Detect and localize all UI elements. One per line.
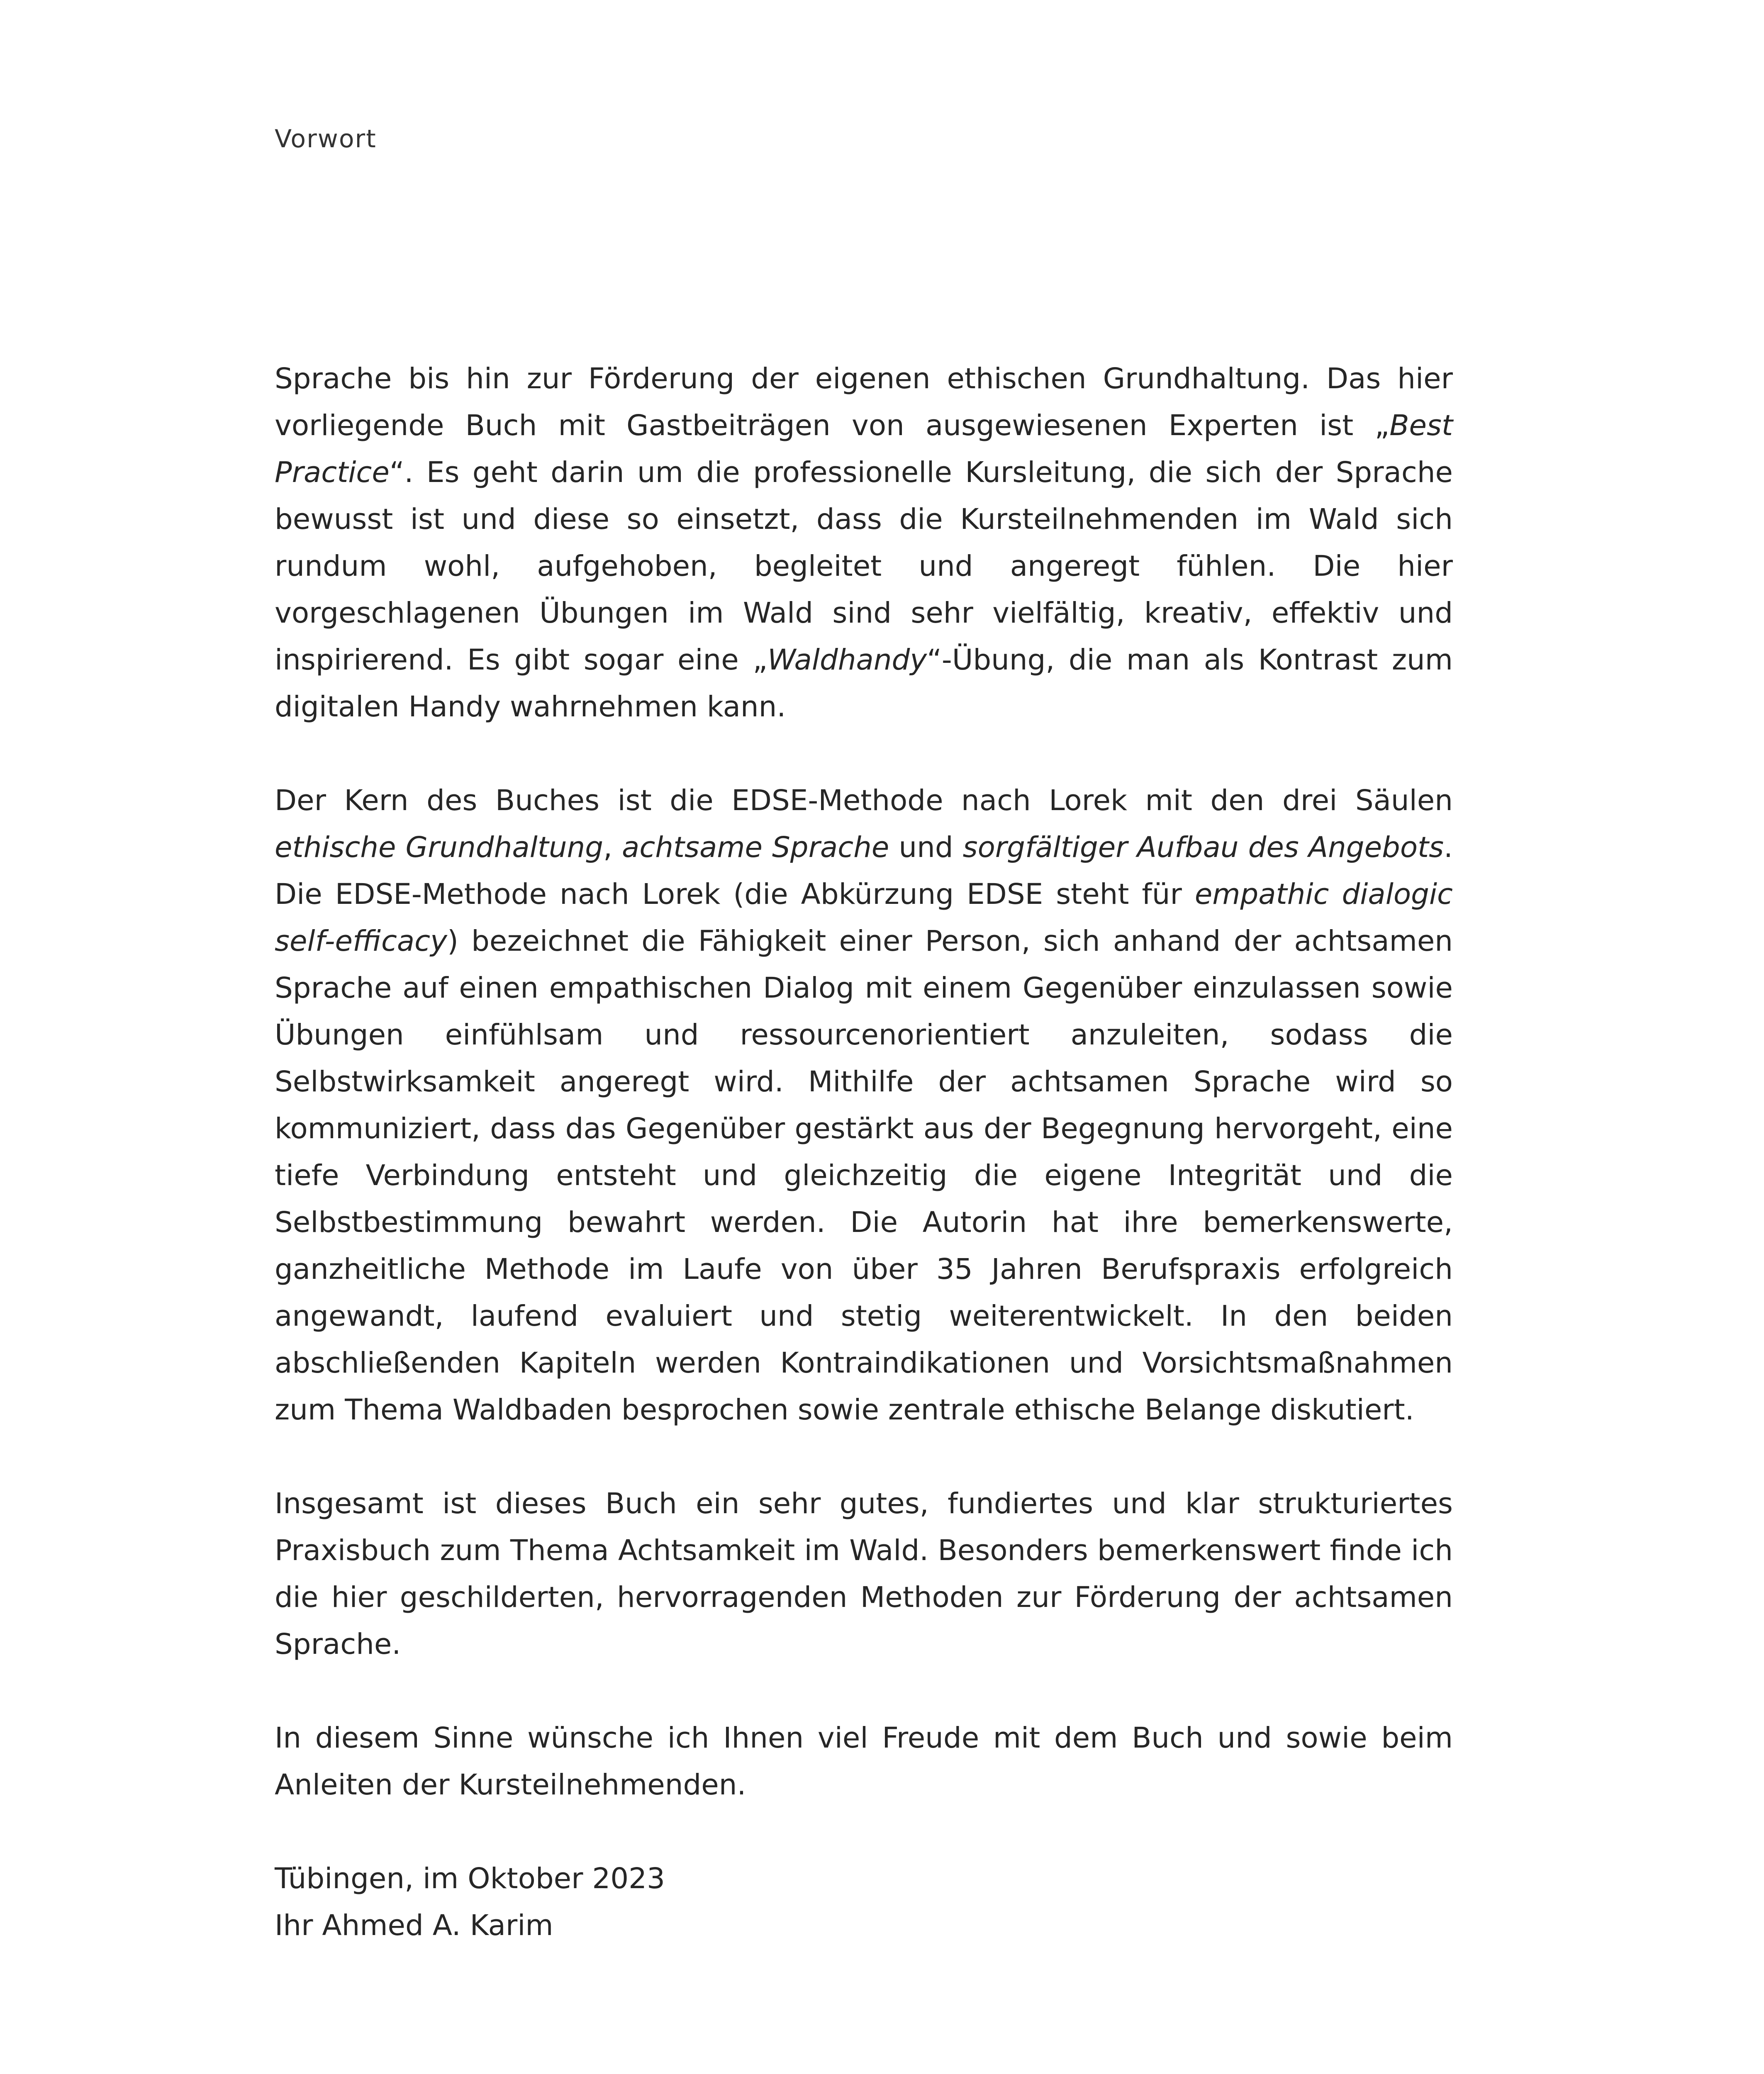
paragraph-1-italic-best-practice: Best Practice [275, 409, 1453, 489]
paragraph-2-italic-aufbau: sorgfältiger Aufbau des Angebots [962, 831, 1444, 864]
place-date: Tübingen, im Oktober 2023 [275, 1862, 665, 1895]
paragraph-2-text-a: Der Kern des Buches ist die EDSE-Methode nach Lorek mit den drei Säulen [275, 784, 1453, 817]
paragraph-2 [275, 777, 1453, 1434]
paragraph-2-text-i: ) bezeichnet die Fähigkeit einer Person, sich anhand der achtsamen Sprache auf einen empathischen Dialog mit einem Gegenüber einzulassen sowie Übungen einfühlsam und ressourcenorientiert anzuleiten, sodass die Selbstwirksamkeit angeregt wird. Mithilfe der achtsamen Sprache wird so kommuniziert, dass das Gegenüber gestärkt aus der Begegnung hervorgeht, eine tiefe Verbindung entsteht und gleichzeitig die eigene Integrität und die Selbstbestimmung bewahrt werden. Die Autorin hat ihre bemerkenswerte, ganzheitliche Methode im Laufe von über 35 Jahren Berufspraxis erfolgreich angewandt, laufend evaluiert und stetig weiterentwickelt. In den beiden abschließenden Kapiteln werden Kontraindikationen und Vorsichtsmaßnahmen zum Thema Waldbaden besprochen sowie zentrale ethische Belange diskutiert. [275, 925, 1453, 1426]
paragraph-1 [275, 355, 1453, 730]
closing-block [275, 1855, 1453, 1949]
paragraph-1-text-c: “. Es geht darin um die professionelle Kursleitung, die sich der Sprache bewusst ist und diese so einsetzt, dass die Kursteilnehmenden im Wald sich rundum wohl, aufgehoben, begleitet und angeregt fühlen. Die hier vorgeschlagenen Übungen im Wald sind sehr vielfältig, kreativ, effektiv und inspirierend. Es gibt sogar eine „ [275, 456, 1453, 677]
paragraph-1-italic-waldhandy: Waldhandy [767, 643, 927, 677]
paragraph-2-text-e: und [889, 831, 963, 864]
paragraph-1-text-a: Sprache bis hin zur Förderung der eigenen ethischen Grundhaltung. Das hier vorliegende Buch mit Gastbeiträgen von ausgewiesenen Experten ist „ [275, 362, 1453, 442]
body-text [275, 355, 1453, 1949]
paragraph-3: Insgesamt ist dieses Buch ein sehr gutes, fundiertes und klar strukturiertes Praxisbuch zum Thema Achtsamkeit im Wald. Besonders bemerkenswert finde ich die hier geschilderten, hervorragenden Methoden zur Förderung der achtsamen Sprache. [275, 1487, 1453, 1661]
paragraph-1-text-e: “-Übung, die man als Kontrast zum digitalen Handy wahrnehmen kann. [275, 643, 1453, 723]
paragraph-2-italic-achtsame-sprache: achtsame Sprache [622, 831, 889, 864]
paragraph-4: In diesem Sinne wünsche ich Ihnen viel Freude mit dem Buch und sowie beim Anleiten der Kursteilnehmenden. [275, 1721, 1453, 1801]
paragraph-2-text-g: . Die EDSE-Methode nach Lorek (die Abkürzung EDSE steht für [275, 831, 1453, 911]
paragraph-2-italic-edse-expansion: empathic dialogic self-efficacy [275, 878, 1453, 958]
paragraph-2-text-c: , [603, 831, 622, 864]
running-header: Vorwort [275, 124, 377, 153]
paragraph-2-italic-ethische-grundhaltung: ethische Grundhaltung [275, 831, 604, 864]
signature: Ihr Ahmed A. Karim [275, 1909, 553, 1942]
